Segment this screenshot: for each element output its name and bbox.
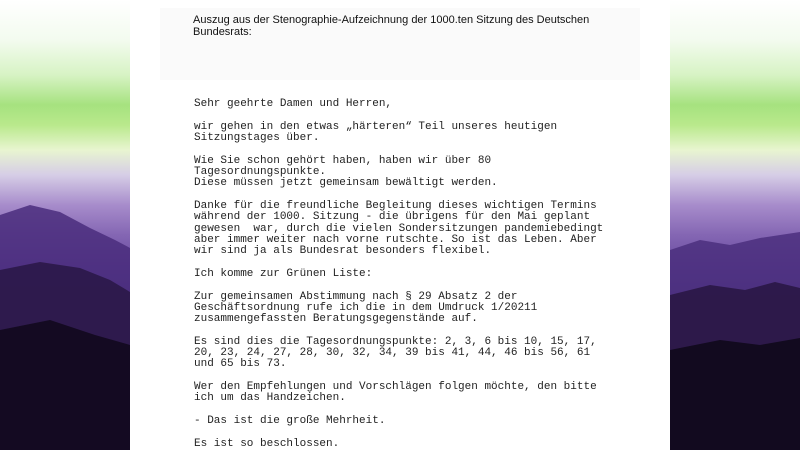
paragraph: Wie Sie schon gehört haben, haben wir über 80 Tagesordnungspunkte. Diese müssen jetzt gemeinsam bewältigt werden. (194, 154, 498, 190)
document-title: Auszug aus der Stenographie-Aufzeichnung der 1000.ten Sitzung des Deutschen Bundesrats: (193, 14, 590, 38)
paragraph-salutation: Sehr geehrte Damen und Herren, (194, 98, 393, 110)
paragraph: - Das ist die große Mehrheit. (194, 415, 386, 428)
paragraph: wir gehen in den etwas „härteren“ Teil unseres heutigen Sitzungstages über. (194, 120, 558, 144)
paragraph: Danke für die freundliche Begleitung dieses wichtigen Termins während der 1000. Sitzung - die übrigens für den Mai geplant gewesen war, durch die vielen Sondersitzungen pandemiebedingt aber immer weiter nach vorne rutschte. So ist das Leben. Aber wir sind ja als Bundesrat besonders flexibel. (194, 199, 604, 258)
paragraph: Ich komme zur Grünen Liste: (194, 267, 373, 280)
transcript-body (194, 99, 634, 450)
paragraph: Zur gemeinsamen Abstimmung nach § 29 Absatz 2 der Geschäftsordnung rufe ich die in dem Umdruck 1/20211 zusammengefassten Beratungsgegenstände auf. (194, 290, 538, 326)
paragraph: Es sind dies die Tagesordnungspunkte: 2, 3, 6 bis 10, 15, 17, 20, 23, 24, 27, 28, 30, 32, 34, 39 bis 41, 44, 46 bis 56, 61 und 65 bis 73. (194, 335, 597, 371)
paragraph: Wer den Empfehlungen und Vorschlägen folgen möchte, den bitte ich um das Handzeichen. (194, 381, 597, 405)
paragraph: Es ist so beschlossen. (194, 437, 340, 450)
